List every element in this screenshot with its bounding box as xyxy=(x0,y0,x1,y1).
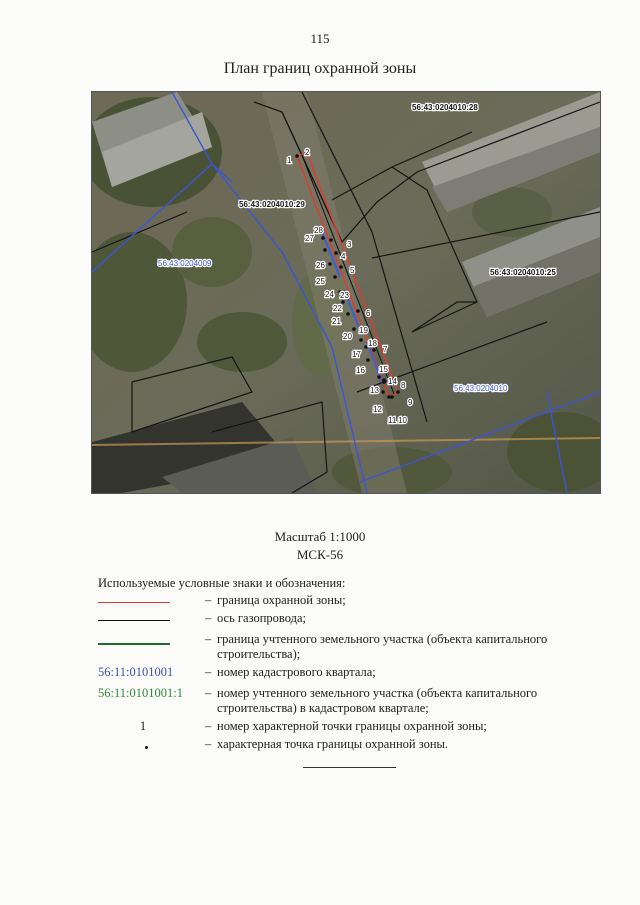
legend xyxy=(98,576,598,755)
green-line-symbol xyxy=(98,632,188,647)
point-label: 10 xyxy=(398,416,407,425)
crs-text: МСК-56 xyxy=(296,547,344,562)
point-label: 20 xyxy=(343,332,352,341)
point-label: 1 xyxy=(287,156,292,165)
map-frame[interactable] xyxy=(91,91,601,494)
point-label: 3 xyxy=(347,240,352,249)
point-label: 19 xyxy=(359,326,368,335)
point-label: 22 xyxy=(333,304,342,313)
end-rule xyxy=(303,767,396,768)
point-label: 2 xyxy=(305,148,310,157)
green-number-symbol: 56:11:0101001:1 xyxy=(98,686,183,700)
page-title: План границ охранной зоны xyxy=(223,60,417,77)
point-number-symbol: 1 xyxy=(139,719,147,733)
legend-heading: Используемые условные знаки и обозначения: xyxy=(98,576,346,590)
point-label: 7 xyxy=(383,345,388,354)
point-label: 27 xyxy=(305,234,314,243)
point-label: 12 xyxy=(373,405,382,414)
point-label: 17 xyxy=(352,350,361,359)
point-label: 16 xyxy=(356,366,365,375)
legend-item-point-number: 1 – номер характерной точки границы охранной зоны; xyxy=(98,719,598,734)
point-label: 21 xyxy=(332,317,341,326)
legend-item-pipe-axis: – ось газопровода; xyxy=(98,611,598,626)
point-label: 13 xyxy=(370,386,379,395)
point-label: 25 xyxy=(316,277,325,286)
point-label: 28 xyxy=(314,226,323,235)
parcel-label: 56:43:0204010:25 xyxy=(490,268,556,277)
point-label: 18 xyxy=(368,339,377,348)
point-dot-symbol xyxy=(98,737,188,752)
parcel-label: 56:43:0204010:28 xyxy=(412,103,478,112)
quarter-label: 56:43:0204010 xyxy=(454,384,508,393)
point-label: 24 xyxy=(325,290,334,299)
point-label: 5 xyxy=(350,266,355,275)
point-label: 15 xyxy=(379,365,388,374)
legend-item-protection-zone: – граница охранной зоны; xyxy=(98,593,598,608)
point-label: 4 xyxy=(341,252,346,261)
point-label: 14 xyxy=(388,377,397,386)
legend-item-point: – характерная точка границы охранной зоны. xyxy=(98,737,598,752)
point-label: 23 xyxy=(340,291,349,300)
black-line-symbol xyxy=(98,611,188,626)
legend-item-parcel-number: 56:11:0101001:1 – номер учтенного земельного участка (объекта капитального строительства) в кадастровом квартале; xyxy=(98,686,598,716)
scale-text: Масштаб 1:1000 xyxy=(274,529,366,544)
point-label: 9 xyxy=(408,398,413,407)
satellite-map xyxy=(92,92,600,493)
point-label: 6 xyxy=(366,309,371,318)
parcel-label: 56:43:0204010:29 xyxy=(239,200,305,209)
red-line-symbol xyxy=(98,593,188,608)
point-label: 8 xyxy=(401,381,406,390)
point-label: 11 xyxy=(388,416,397,425)
page-number: 115 xyxy=(310,31,330,46)
legend-item-quarter-number: 56:11:0101001 – номер кадастрового квартала; xyxy=(98,665,598,680)
scale-block xyxy=(0,528,640,564)
point-label: 26 xyxy=(316,261,325,270)
blue-number-symbol: 56:11:0101001 xyxy=(98,665,174,679)
legend-item-land-parcel: – граница учтенного земельного участка (объекта капитального строительства); xyxy=(98,632,598,662)
quarter-label: 56:43:0204009 xyxy=(158,259,212,268)
